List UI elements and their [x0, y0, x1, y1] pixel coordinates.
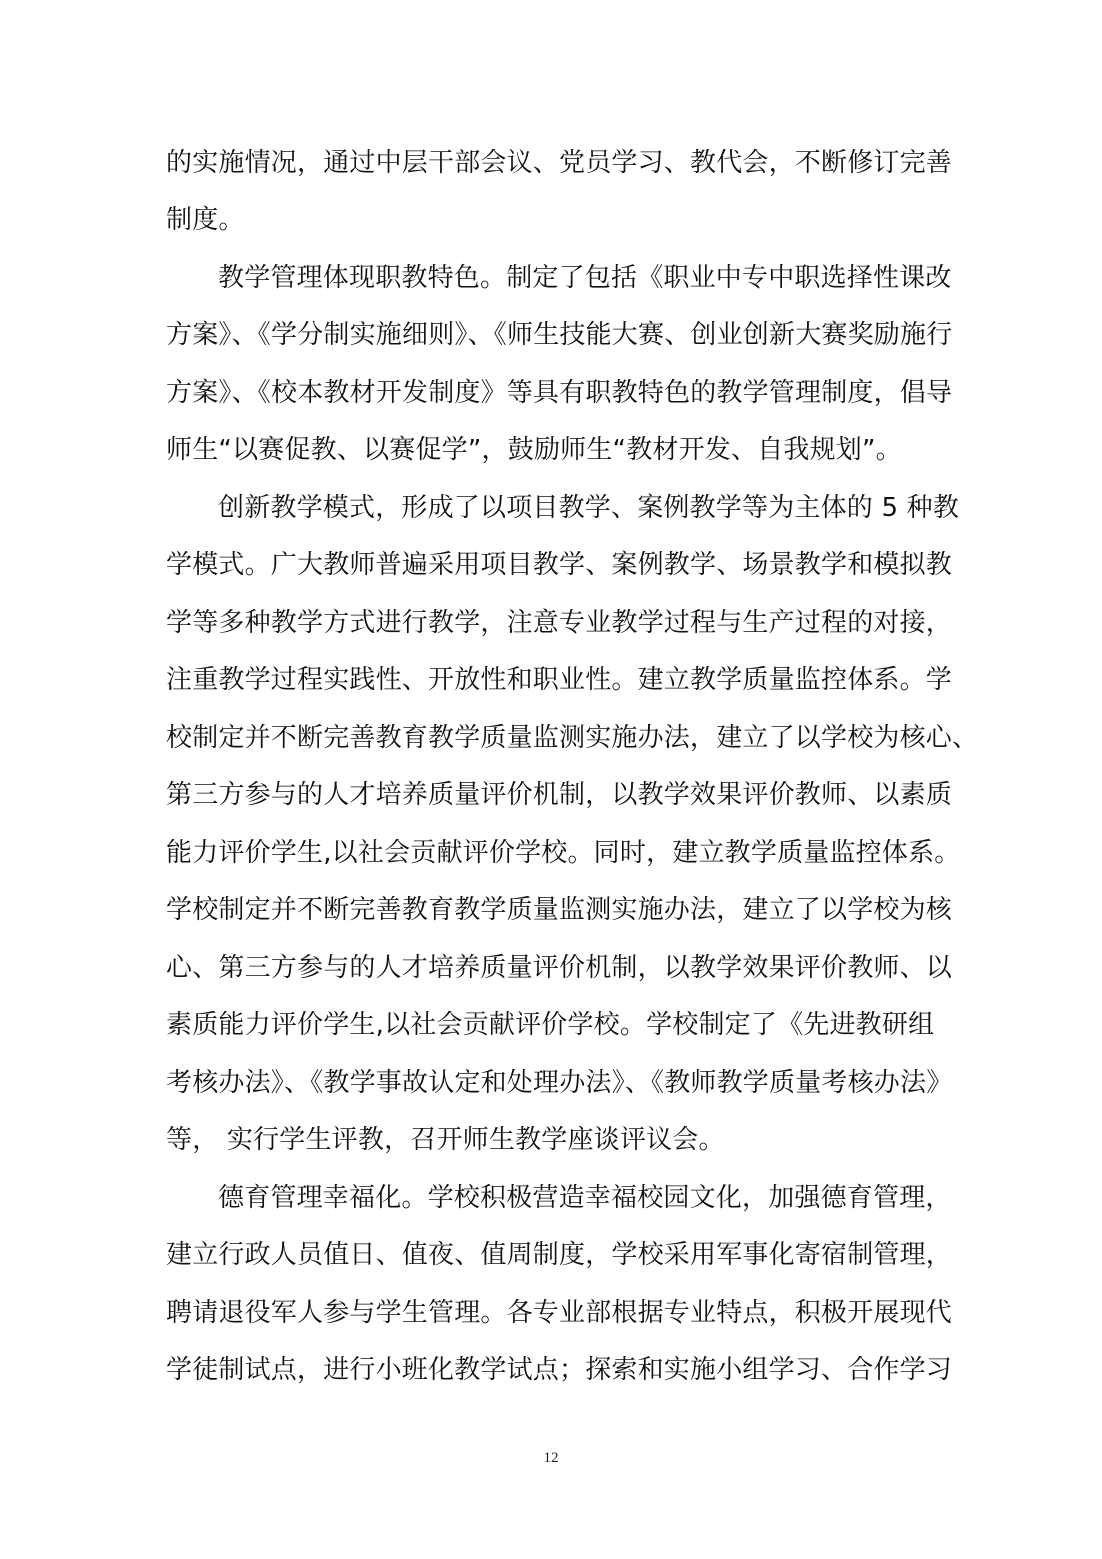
page-number: 12: [543, 1450, 559, 1466]
text-line: 学模式。广大教师普遍采用项目教学、案例教学、场景教学和模拟教: [166, 550, 953, 580]
text-line: 学徒制试点，进行小班化教学试点；探索和实施小组学习、合作学习: [166, 1355, 953, 1385]
paragraph-start-line: 德育管理幸福化。学校积极营造幸福校园文化，加强德育管理，: [218, 1183, 952, 1213]
text-line: 方案》、《学分制实施细则》、《师生技能大赛、创业创新大赛奖励施行: [166, 320, 953, 350]
text-line: 学等多种教学方式进行教学，注意专业教学过程与生产过程的对接，: [166, 608, 953, 638]
text-line: 心、第三方参与的人才培养质量评价机制，以教学效果评价教师、以: [166, 953, 953, 983]
text-line: 能力评价学生,以社会贡献评价学校。同时，建立教学质量监控体系。: [166, 838, 961, 868]
text-line: 建立行政人员值日、值夜、值周制度，学校采用军事化寄宿制管理，: [166, 1240, 953, 1270]
text-line: 聘请退役军人参与学生管理。各专业部根据专业特点，积极开展现代: [166, 1298, 953, 1328]
text-line: 方案》、《校本教材开发制度》等具有职教特色的教学管理制度，倡导: [166, 378, 953, 408]
paragraph-start-line: 教学管理体现职教特色。制定了包括《职业中专中职选择性课改: [218, 263, 952, 293]
text-line: 制度。: [166, 205, 245, 235]
text-line: 师生“以赛促教、以赛促学”，鼓励师生“教材开发、自我规划”。: [166, 435, 902, 465]
text-line: 校制定并不断完善教育教学质量监测实施办法，建立了以学校为核心、: [166, 723, 979, 753]
text-line: 学校制定并不断完善教育教学质量监测实施办法，建立了以学校为核: [166, 895, 953, 925]
text-line: 等， 实行学生评教，召开师生教学座谈评议会。: [166, 1125, 725, 1155]
text-line: 的实施情况，通过中层干部会议、党员学习、教代会，不断修订完善: [166, 148, 953, 178]
text-line: 考核办法》、《教学事故认定和处理办法》、《教师教学质量考核办法》: [166, 1068, 953, 1098]
text-line: 素质能力评价学生,以社会贡献评价学校。学校制定了《先进教研组: [166, 1010, 935, 1040]
text-line: 第三方参与的人才培养质量评价机制，以教学效果评价教师、以素质: [166, 780, 953, 810]
text-line: 注重教学过程实践性、开放性和职业性。建立教学质量监控体系。学: [166, 665, 953, 695]
paragraph-start-line: 创新教学模式，形成了以项目教学、案例教学等为主体的 5 种教: [218, 493, 960, 523]
